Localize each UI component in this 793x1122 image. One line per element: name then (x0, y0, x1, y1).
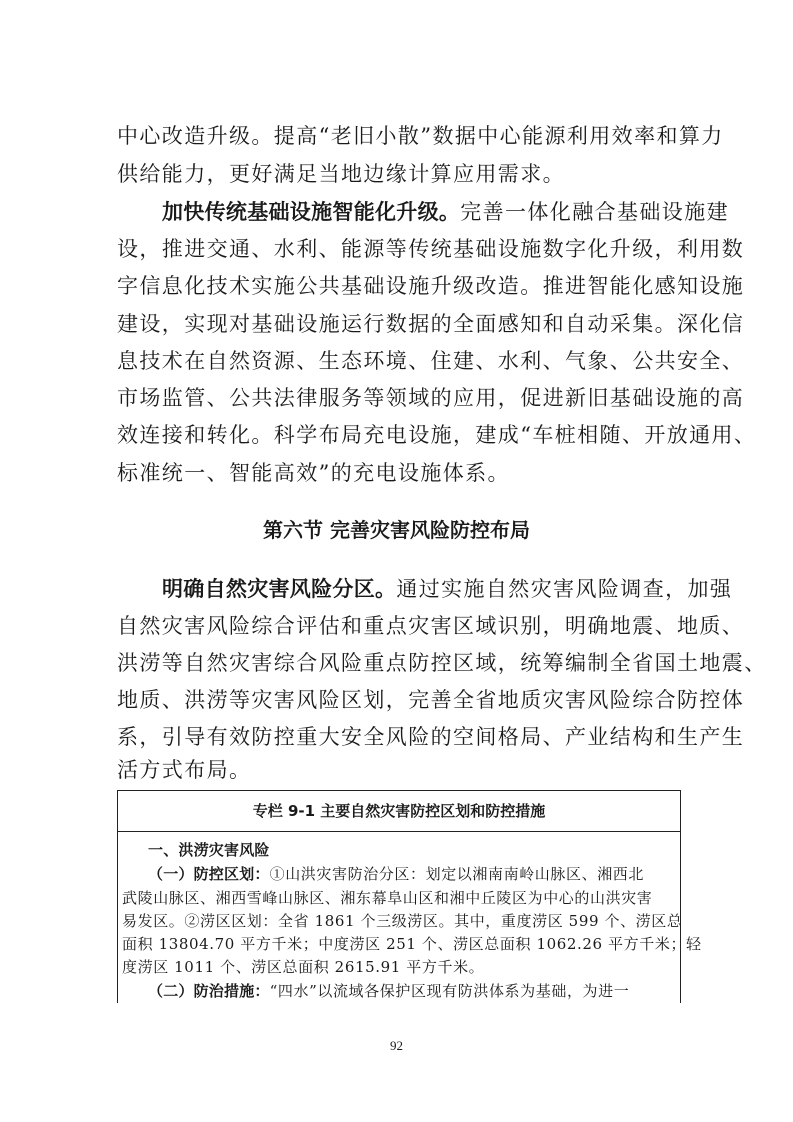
text-line: 中心改造升级。提高“老旧小散”数据中心能源利用效率和算力 (117, 124, 724, 148)
text-line: 设，推进交通、水利、能源等传统基础设施数字化升级，利用数 (117, 237, 745, 261)
box-lead: （一）防控区划： (148, 865, 270, 883)
box-line: 面积 13804.70 平方千米；中度涝区 251 个、涝区总面积 1062.26 平方千米；轻 (122, 935, 702, 953)
text-line: 标准统一、智能高效”的充电设施体系。 (117, 461, 510, 485)
section-heading: 第六节 完善灾害风险防控布局 (263, 518, 530, 542)
box-line (148, 980, 629, 1003)
text-line: 建设，实现对基础设施运行数据的全面感知和自动采集。深化信 (117, 312, 745, 336)
paragraph-lead: 明确自然灾害风险分区。 (162, 577, 397, 601)
text-line: 市场监管、公共法律服务等领域的应用，促进新旧基础设施的高 (117, 386, 745, 410)
text: 完善一体化融合基础设施建 (460, 200, 730, 224)
sidebar-box (117, 790, 702, 1003)
box-lead: （二）防治措施： (148, 982, 270, 1000)
box-subheading (148, 839, 270, 862)
text-line: 活方式布局。 (117, 758, 252, 782)
text-line: 息技术在自然资源、生态环境、住建、水利、气象、公共安全、 (117, 349, 745, 373)
text-line: 系，引导有效防控重大安全风险的空间格局、产业结构和生产生 (117, 725, 745, 749)
paragraph-lead: 加快传统基础设施智能化升级。 (162, 200, 461, 224)
page-number: 92 (390, 1038, 403, 1053)
text: 通过实施自然灾害风险调查，加强 (396, 577, 733, 601)
box-line: 易发区。②涝区区划：全省 1861 个三级涝区。其中，重度涝区 599 个、涝区总 (122, 912, 683, 930)
text-line: 自然灾害风险综合评估和重点灾害区域识别，明确地震、地质、 (117, 614, 745, 638)
box-line: 度涝区 1011 个、涝区总面积 2615.91 平方千米。 (122, 958, 485, 976)
box-line: 武陵山脉区、湘西雪峰山脉区、湘东幕阜山区和湘中丘陵区为中心的山洪灾害 (122, 889, 653, 907)
text: “四水”以流域各保护区现有防洪体系为基础，为进一 (269, 982, 630, 1000)
box-title: 专栏 9-1 主要自然灾害防控区划和防控措施 (118, 791, 680, 832)
text-line: 洪涝等自然灾害综合风险重点防控区域，统筹编制全省国土地震、 (117, 651, 767, 675)
text-line: 供给能力，更好满足当地边缘计算应用需求。 (117, 162, 565, 186)
text: ①山洪灾害防治分区：划定以湘南南岭山脉区、湘西北 (269, 865, 645, 883)
text-line (162, 571, 732, 608)
text-line (162, 194, 729, 231)
text-line: 字信息化技术实施公共基础设施升级改造。推进智能化感知设施 (117, 274, 745, 298)
box-line (148, 863, 644, 886)
text-line: 地质、洪涝等灾害风险区划，完善全省地质灾害风险综合防控体 (117, 688, 745, 712)
text-line: 效连接和转化。科学布局充电设施，建成“车桩相随、开放通用、 (117, 423, 757, 447)
box-h1: 一、洪涝灾害风险 (148, 841, 270, 859)
